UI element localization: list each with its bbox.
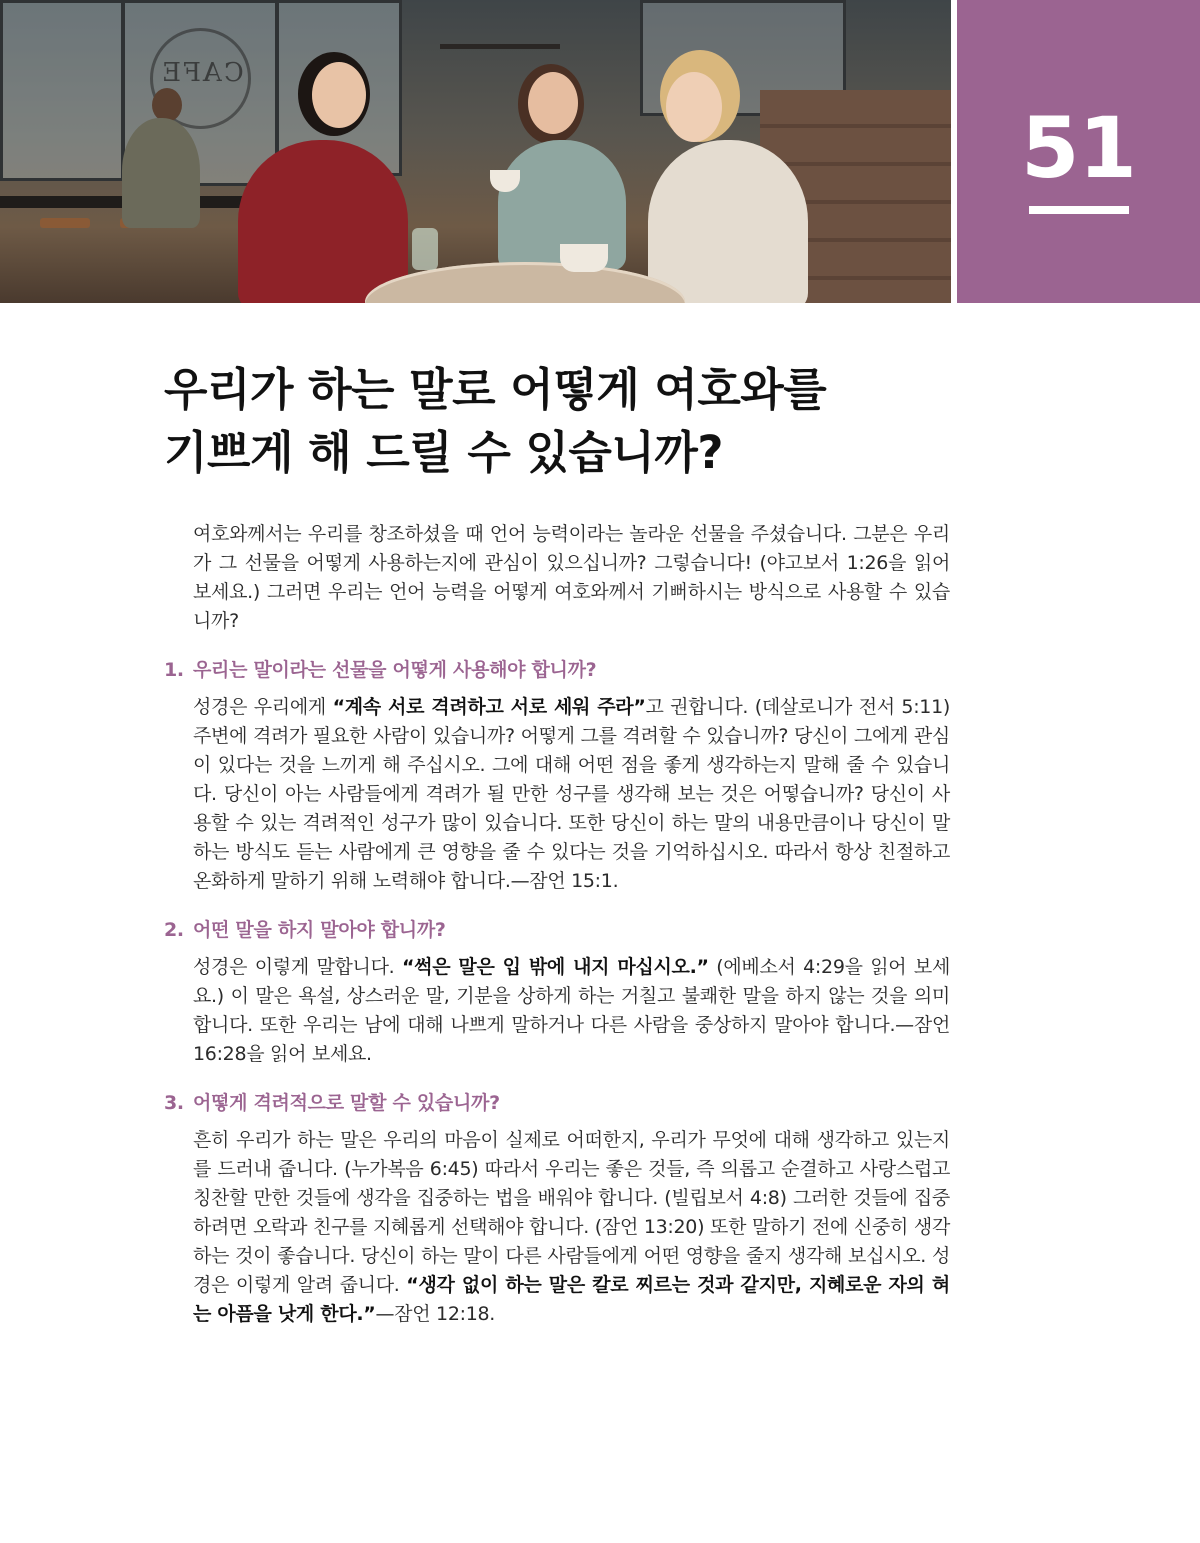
section-heading-text: 어떤 말을 하지 말아야 합니까?	[193, 919, 446, 941]
woman-left-face	[312, 62, 366, 128]
body-text: —잠언 12:18.	[375, 1303, 496, 1325]
hero-photo	[0, 0, 951, 303]
section-number: 3.	[164, 1092, 184, 1114]
intro-paragraph: 여호와께서는 우리를 창조하셨을 때 언어 능력이라는 놀라운 선물을 주셨습니다. 그분은 우리가 그 선물을 어떻게 사용하는지에 관심이 있으십니까? 그렇습니다! (야고보서 1:26을 읽어 보세요.) 그러면 우리는 언어 능력을 어떻게 여호와께서 기뻐하시는 방식으로 사용할 수 있습니까?	[193, 523, 950, 632]
cafe-window	[0, 0, 124, 181]
lesson-title-line-1: 우리가 하는 말로 어떻게 여호와를	[164, 363, 827, 416]
lesson-title	[164, 358, 924, 484]
section-heading-text: 어떻게 격려적으로 말할 수 있습니까?	[193, 1092, 500, 1114]
person-background	[122, 118, 200, 228]
glass-jar	[412, 228, 438, 270]
woman-right-cardigan	[648, 140, 808, 303]
section-body	[193, 1126, 950, 1329]
section-heading	[164, 916, 950, 945]
woman-left-sweater	[238, 140, 408, 303]
woman-right-face	[666, 72, 722, 142]
body-text: 고 권합니다. (데살로니가 전서 5:11) 주변에 격려가 필요한 사람이 있습니까? 어떻게 그를 격려할 수 있습니까? 당신이 그에게 관심이 있다는 것을 느끼게 해 주십시오. 그에 대해 어떤 점을 좋게 생각하는지 말해 줄 수 있습니다. 당신이 아는 사람들에게 격려가 될 만한 성구를 생각해 보는 것은 어떻습니까? 당신이 사용할 수 있는 격려적인 성구가 많이 있습니다. 또한 당신이 하는 말의 내용만큼이나 당신이 말하는 방식도 듣는 사람에게 큰 영향을 줄 수 있다는 것을 기억하십시오. 따라서 항상 친절하고 온화하게 말하기 위해 노력해야 합니다.—잠언 15:1.	[193, 696, 950, 892]
section-body	[193, 693, 950, 896]
lesson-title-line-2: 기쁘게 해 드릴 수 있습니까?	[164, 426, 723, 479]
body-text: 성경은 우리에게	[193, 696, 333, 718]
body-text: 흔히 우리가 하는 말은 우리의 마음이 실제로 어떠한지, 우리가 무엇에 대해 생각하고 있는지를 드러내 줍니다. (누가복음 6:45) 따라서 우리는 좋은 것들, 즉 의롭고 순결하고 사랑스럽고 칭찬할 만한 것들에 생각을 집중하는 법을 배워야 합니다. (빌립보서 4:8) 그러한 것들에 집중하려면 오락과 친구를 지혜롭게 선택해야 합니다. (잠언 13:20) 또한 말하기 전에 신중히 생각하는 것이 좋습니다. 당신이 하는 말이 다른 사람들에게 어떤 영향을 줄지 생각해 보십시오. 성경은 이렇게 알려 줍니다.	[193, 1129, 951, 1296]
bar-stool	[40, 218, 90, 228]
section-number: 2.	[164, 919, 184, 941]
section-number: 1.	[164, 659, 184, 681]
person-background-head	[152, 88, 182, 122]
section-body	[193, 953, 950, 1069]
body-text: 성경은 이렇게 말합니다.	[193, 956, 402, 978]
section-heading-text: 우리는 말이라는 선물을 어떻게 사용해야 합니까?	[193, 659, 597, 681]
section-heading	[164, 656, 950, 685]
scripture-quote: “썩은 말은 입 밖에 내지 마십시오.”	[401, 956, 709, 978]
lesson-content	[164, 520, 950, 1329]
section-heading	[164, 1089, 950, 1118]
wall-shelf	[440, 44, 560, 49]
body-text: (에베소서 4:29을 읽어 보세요.) 이 말은 욕설, 상스러운 말, 기분을 상하게 하는 거칠고 불쾌한 말을 하지 않는 것을 의미합니다. 또한 우리는 남에 대해 나쁘게 말하거나 다른 사람을 중상하지 말아야 합니다.—잠언 16:28을 읽어 보세요.	[193, 956, 951, 1065]
cafe-sign-text: CAFE	[160, 58, 244, 88]
lesson-number: 51	[1021, 99, 1136, 197]
scripture-quote: “계속 서로 격려하고 서로 세워 주라”	[332, 696, 646, 718]
badge-underline	[1029, 206, 1129, 214]
lesson-number-badge	[957, 0, 1200, 303]
woman-middle-face	[528, 72, 578, 134]
coffee-cup	[560, 244, 608, 272]
scripture-quote: “생각 없이 하는 말은 칼로 찌르는 것과 같지만, 지혜로운 자의 혀는 아픔을 낫게 한다.”	[193, 1274, 950, 1325]
